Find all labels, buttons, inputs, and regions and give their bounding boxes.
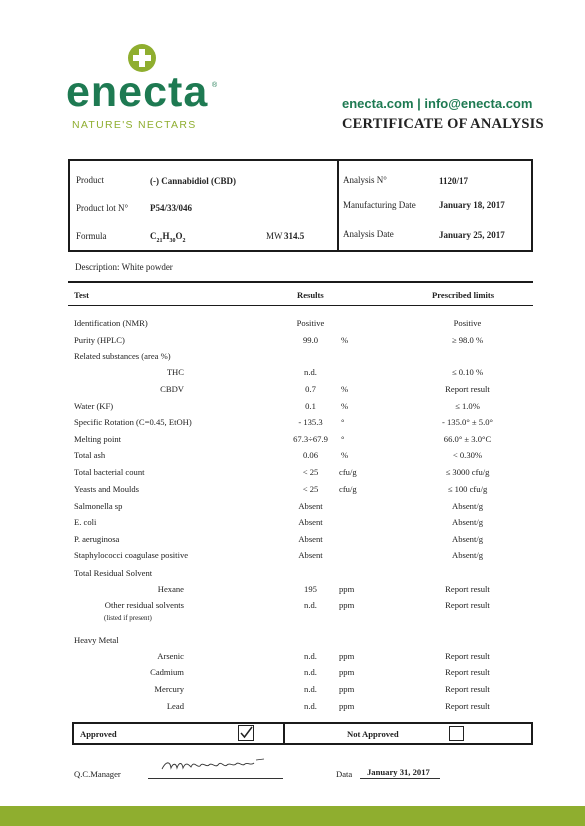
lot-value: P54/33/046 (150, 203, 192, 213)
result-value: n.d. (304, 600, 317, 610)
table-top-rule (68, 281, 533, 283)
header-results: Results (297, 290, 324, 300)
test-name: Melting point (74, 434, 122, 444)
limit-value: ≤ 0.10 % (451, 367, 484, 377)
limit-value: Absent/g (451, 501, 484, 511)
result-unit: ppm (339, 701, 355, 711)
limit-value: 66.0° ± 3.0°C (443, 434, 492, 444)
lot-label: Product lot N° (76, 203, 129, 213)
limit-value: Report result (445, 600, 490, 610)
date-line (360, 778, 440, 779)
test-name: Water (KF) (74, 401, 114, 411)
formula-label: Formula (76, 231, 107, 241)
contact-line: enecta.com | info@enecta.com (342, 96, 533, 111)
approval-box (72, 722, 533, 745)
header-test: Test (74, 290, 89, 300)
test-name: Staphylococci coagulase positive (74, 550, 189, 560)
result-value: 195 (304, 584, 317, 594)
test-name: Hexane (157, 584, 184, 594)
listed-if-present-note: (listed if present) (104, 614, 152, 622)
result-unit: ppm (339, 667, 355, 677)
result-unit: % (341, 450, 349, 460)
brand-name: enecta (66, 68, 209, 116)
brand-reg-mark: ® (212, 82, 218, 89)
result-unit: ppm (339, 600, 355, 610)
result-value: Positive (296, 318, 325, 328)
test-name: Heavy Metal (74, 635, 119, 645)
approved-label: Approved (80, 729, 117, 739)
analysis-number-value: 1120/17 (439, 176, 469, 186)
box-divider (337, 161, 339, 250)
limit-value: Absent/g (451, 534, 484, 544)
analysis-number-label: Analysis N° (343, 175, 387, 185)
description-text: Description: White powder (75, 262, 173, 272)
mw-value: 314.5 (284, 231, 305, 241)
limit-value: Report result (445, 684, 490, 694)
result-value: n.d. (304, 367, 317, 377)
result-value: Absent (298, 517, 323, 527)
result-unit: % (341, 401, 349, 411)
product-value: (-) Cannabidiol (CBD) (150, 176, 237, 186)
test-name: Specific Rotation (C=0.45, EtOH) (74, 417, 192, 427)
result-value: 67.3÷67.9 (293, 434, 328, 444)
result-value: n.d. (304, 701, 317, 711)
result-unit: ° (341, 434, 345, 444)
result-value: n.d. (304, 684, 317, 694)
test-name: E. coli (74, 517, 97, 527)
test-name: Identification (NMR) (74, 318, 148, 328)
header-limits: Prescribed limits (432, 290, 495, 300)
result-value: Absent (298, 534, 323, 544)
test-name: Salmonella sp (74, 501, 123, 511)
result-value: - 135.3 (298, 417, 323, 427)
manufacturing-date-value: January 18, 2017 (439, 200, 505, 210)
test-name: Arsenic (157, 651, 184, 661)
result-value: 0.06 (302, 450, 319, 460)
test-name: Yeasts and Moulds (74, 484, 140, 494)
limit-value: Report result (445, 651, 490, 661)
test-name: CBDV (160, 384, 184, 394)
limit-value: Report result (445, 384, 490, 394)
manufacturing-date-label: Manufacturing Date (343, 200, 416, 210)
result-value: 0.7 (305, 384, 316, 394)
limit-value: ≤ 1.0% (455, 401, 480, 411)
limit-value: Positive (453, 318, 482, 328)
not-approved-checkbox[interactable] (449, 726, 464, 741)
qc-manager-label: Q.C.Manager (74, 769, 121, 779)
limit-value: Absent/g (451, 550, 484, 560)
limit-value: Report result (445, 584, 490, 594)
test-name: Related substances (area %) (74, 351, 171, 361)
mw-label: MW (266, 231, 283, 241)
analysis-date-value: January 25, 2017 (439, 230, 505, 240)
result-value: < 25 (302, 484, 319, 494)
result-unit: ° (341, 417, 345, 427)
footer-bar (0, 806, 585, 826)
result-unit: ppm (339, 684, 355, 694)
result-unit: ppm (339, 651, 355, 661)
result-value: 0.1 (305, 401, 316, 411)
result-unit: cfu/g (339, 467, 357, 477)
result-value: n.d. (304, 651, 317, 661)
not-approved-label: Not Approved (347, 729, 399, 739)
date-label: Data (336, 769, 353, 779)
formula-value: $C_{21}H_{30}O_2$ (150, 231, 186, 244)
date-value: January 31, 2017 (367, 767, 430, 777)
approved-checkbox[interactable] (238, 725, 254, 741)
approval-divider (283, 724, 285, 743)
test-name: Purity (HPLC) (74, 335, 125, 345)
limit-value: < 0.30% (452, 450, 483, 460)
result-unit: ppm (339, 584, 355, 594)
document-title: CERTIFICATE OF ANALYSIS (342, 116, 544, 132)
limit-value: Report result (445, 667, 490, 677)
test-name: Total ash (74, 450, 106, 460)
result-value: 99.0 (302, 335, 319, 345)
brand-tagline: NATURE'S NECTARS (72, 119, 197, 131)
result-value: Absent (298, 501, 323, 511)
test-name: Cadmium (150, 667, 184, 677)
product-label: Product (76, 175, 104, 185)
limit-value: ≤ 100 cfu/g (447, 484, 488, 494)
test-name: P. aeruginosa (74, 534, 120, 544)
analysis-date-label: Analysis Date (343, 229, 394, 239)
limit-value: ≥ 98.0 % (451, 335, 484, 345)
result-value: Absent (298, 550, 323, 560)
checkmark-icon (239, 726, 253, 740)
test-name: Total Residual Solvent (74, 568, 153, 578)
signature-image (160, 757, 280, 773)
test-name: Lead (166, 701, 184, 711)
result-unit: % (341, 335, 349, 345)
limit-value: ≤ 3000 cfu/g (445, 467, 490, 477)
table-header-rule (68, 305, 533, 306)
limit-value: Absent/g (451, 517, 484, 527)
limit-value: Report result (445, 701, 490, 711)
limit-value: - 135.0° ± 5.0° (442, 417, 493, 427)
test-name: Total bacterial count (74, 467, 145, 477)
result-value: n.d. (304, 667, 317, 677)
test-name: Mercury (154, 684, 184, 694)
test-name: Other residual solvents (104, 600, 184, 610)
result-unit: cfu/g (339, 484, 357, 494)
result-value: < 25 (302, 467, 319, 477)
signature-line (148, 778, 283, 779)
product-info-box (68, 159, 533, 252)
test-name: THC (166, 367, 184, 377)
result-unit: % (341, 384, 349, 394)
